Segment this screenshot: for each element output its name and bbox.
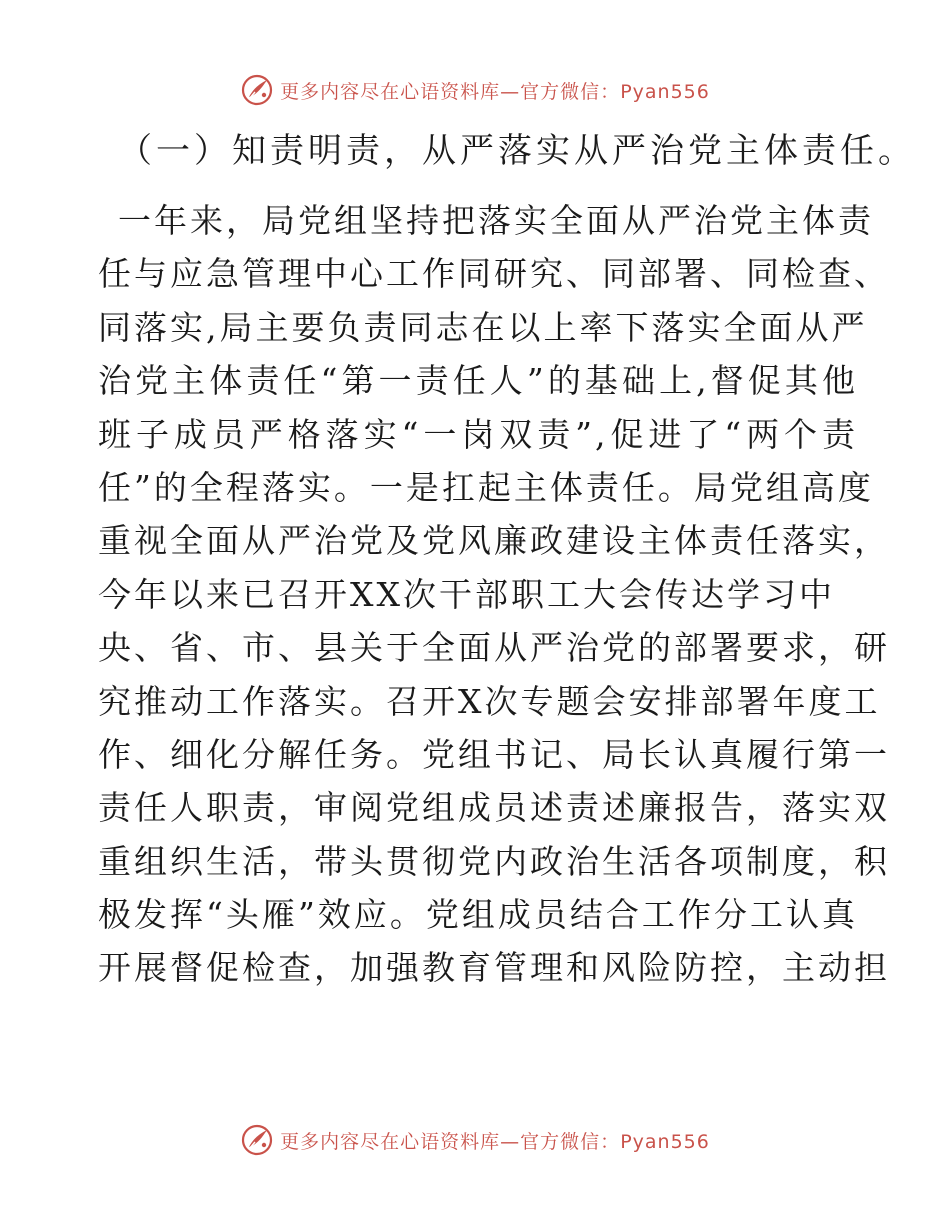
feather-pen-logo-icon (240, 1123, 274, 1157)
paragraph-line: 重视全面从严治党及党风廉政建设主体责任落实， (98, 521, 890, 561)
paragraph-line: 任与应急管理中心工作同研究、同部署、同检查、 (98, 254, 890, 294)
watermark-site-name: 更多内容尽在心语资料库 (280, 1130, 501, 1153)
watermark-wechat-label: —官方微信： (500, 1130, 621, 1153)
paragraph-line: 今年以来已召开XX次干部职工大会传达学习中 (98, 574, 835, 614)
watermark-wechat-id: Pyan556 (620, 1130, 710, 1153)
watermark-text (280, 1127, 710, 1154)
paragraph-line: 责任人职责，审阅党组成员述责述廉报告，落实双 (98, 788, 890, 828)
watermark-text (280, 77, 710, 104)
watermark-site-name: 更多内容尽在心语资料库 (280, 80, 501, 103)
paragraph-line: 同落实,局主要负责同志在以上率下落实全面从严 (98, 307, 868, 347)
watermark-wechat-label: —官方微信： (500, 80, 621, 103)
watermark-header (0, 70, 950, 110)
paragraph-line: 央、省、市、县关于全面从严治党的部署要求，研 (98, 628, 890, 668)
paragraph-line: 班子成员严格落实“一岗双责”,促进了“两个责 (98, 414, 858, 454)
paragraph-line: 重组织生活，带头贯彻党内政治生活各项制度，积 (98, 841, 890, 881)
paragraph-line: 一年来，局党组坚持把落实全面从严治党主体责 (118, 201, 874, 240)
feather-pen-logo-icon (240, 73, 274, 107)
paragraph-line: 作、细化分解任务。党组书记、局长认真履行第一 (98, 734, 890, 774)
paragraph-line: 治党主体责任“第一责任人”的基础上,督促其他 (98, 361, 858, 401)
paragraph-line: 极发挥“头雁”效应。党组成员结合工作分工认真 (98, 895, 858, 935)
paragraph-line: 任”的全程落实。一是扛起主体责任。局党组高度 (98, 467, 874, 507)
paragraph-line: 究推动工作落实。召开X次专题会安排部署年度工 (98, 681, 881, 721)
section-heading: （一）知责明责，从严落实从严治党主体责任。 (118, 131, 916, 171)
watermark-wechat-id: Pyan556 (620, 80, 710, 103)
watermark-footer (0, 1120, 950, 1160)
body-paragraph (98, 194, 890, 995)
paragraph-line: 开展督促检查，加强教育管理和风险防控，主动担 (98, 948, 890, 988)
